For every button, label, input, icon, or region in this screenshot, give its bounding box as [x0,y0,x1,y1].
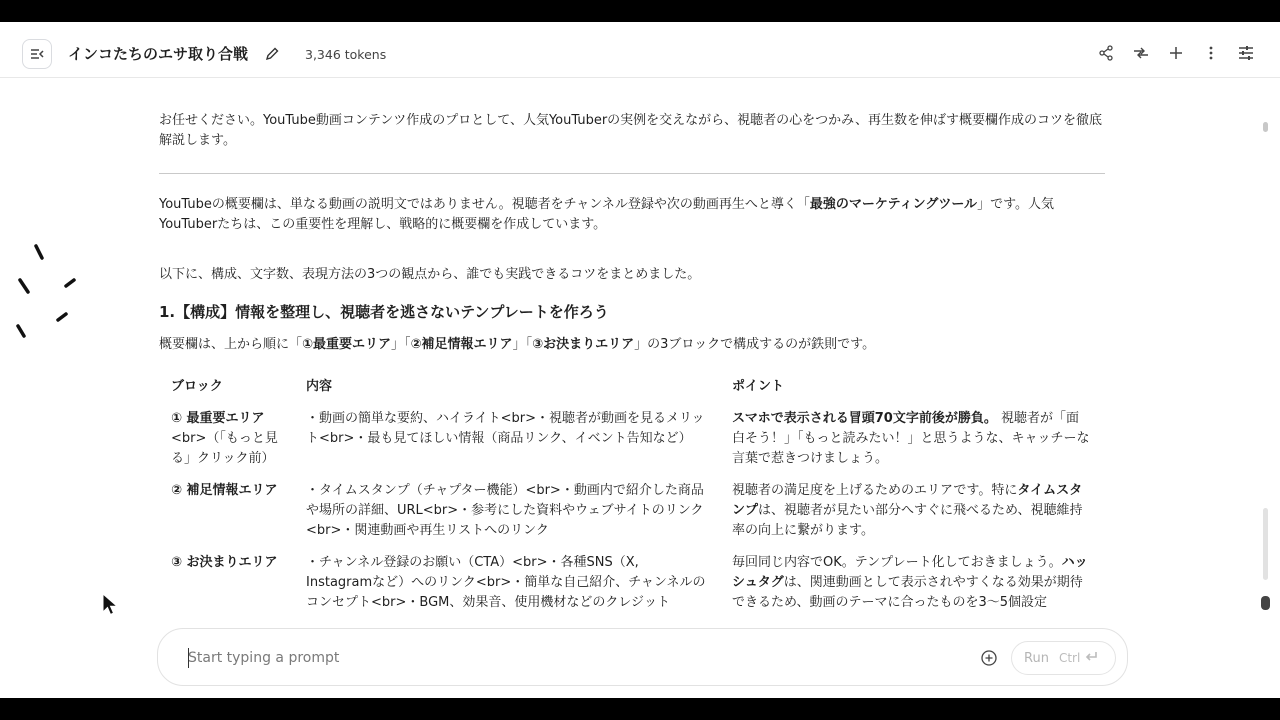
paragraph-2: 以下に、構成、文字数、表現方法の3つの観点から、誰でも実践できるコツをまとめました。 [159,267,701,282]
table-cell: ② 補足情報エリア [171,483,278,498]
compare-icon[interactable] [1131,43,1151,63]
token-count: 3,346 tokens [305,47,387,62]
paragraph-1: YouTubeの概要欄は、単なる動画の説明文ではありません。視聴者をチャンネル登録や次の動画再生へと導く「最強のマーケティングツール」です。人気YouTuberたちは、この重要性を理解し、戦略的に概要欄を作成しています。 [159,197,1055,232]
add-circle-icon [980,649,998,667]
response-content [0,79,1280,624]
share-icon[interactable] [1096,43,1116,63]
scrollbar-thumb[interactable] [1263,508,1268,580]
run-shortcut: Ctrl [1059,651,1098,665]
table-cell: 視聴者の満足度を上げるためのエリアです。特にタイムスタンプは、視聴者が見たい部分へすぐに飛べるため、視聴維持率の向上に繋がります。 [732,483,1083,538]
table-row [165,409,1096,481]
table-cell: スマホで表示される冒頭70文字前後が勝負。 視聴者が「面白そう！」「もっと読みたい！」と思うような、キャッチーな言葉で惹きつけましょう。 [732,411,1090,466]
run-label: Run [1024,650,1049,666]
structure-table [165,377,1096,624]
top-bar [0,22,1280,78]
pencil-icon[interactable] [263,45,281,63]
table-cell: ③ お決まりエリア [171,555,278,570]
collapse-menu-button[interactable] [22,39,52,69]
loading-spinner-icon [14,244,84,344]
enter-icon [1084,651,1098,663]
intro-paragraph: お任せください。YouTube動画コンテンツ作成のプロとして、人気YouTuberの実例を交えながら、視聴者の心をつかみ、再生数を伸ばす概要欄作成のコツを徹底解説します。 [159,113,1102,148]
table-header: 内容 [306,379,333,394]
collapse-menu-icon [29,46,45,62]
page-title: インコたちのエサ取り合戦 [68,45,249,63]
scrollbar-top[interactable] [1263,122,1268,132]
more-vert-icon[interactable] [1201,43,1221,63]
plus-icon[interactable] [1166,43,1186,63]
add-media-button[interactable] [980,649,998,667]
table-cell: ・チャンネル登録のお願い（CTA）<br>・各種SNS（X, Instagramなど）へのリンク<br>・簡単な自己紹介、チャンネルのコンセプト<br>・BGM、効果音、使用機材などのクレジット [306,555,706,610]
prompt-bar [157,628,1128,686]
scrollbar-handle[interactable] [1261,596,1270,610]
divider [159,173,1105,174]
table-header: ポイント [732,379,785,394]
tune-icon[interactable] [1236,43,1256,63]
run-button[interactable] [1011,641,1116,675]
prompt-input[interactable] [188,648,948,668]
table-row [165,553,1096,624]
table-cell: ① 最重要エリア<br>（「もっと見る」クリック前） [171,411,278,466]
table-cell: ・動画の簡単な要約、ハイライト<br>・視聴者が動画を見るメリット<br>・最も見てほしい情報（商品リンク、イベント告知など） [306,411,705,446]
paragraph-3: 概要欄は、上から順に「①最重要エリア」「②補足情報エリア」「③お決まりエリア」の3ブロックで構成するのが鉄則です。 [159,337,876,352]
table-cell: 毎回同じ内容でOK。テンプレート化しておきましょう。ハッシュタグは、関連動画として表示されやすくなる効果が期待できるため、動画のテーマに合ったものを3〜5個設定 [732,555,1088,610]
table-row [165,481,1096,553]
mouse-cursor-icon [102,593,120,617]
table-cell: ・タイムスタンプ（チャプター機能）<br>・動画内で紹介した商品や場所の詳細、URL<br>・参考にした資料やウェブサイトのリンク<br>・関連動画や再生リストへのリンク [306,483,704,538]
table-header: ブロック [171,379,223,394]
table-header-row [165,377,1096,409]
app-window [0,22,1280,698]
section-heading: 1.【構成】情報を整理し、視聴者を逃さないテンプレートを作ろう [159,303,609,321]
text-caret [188,648,189,668]
